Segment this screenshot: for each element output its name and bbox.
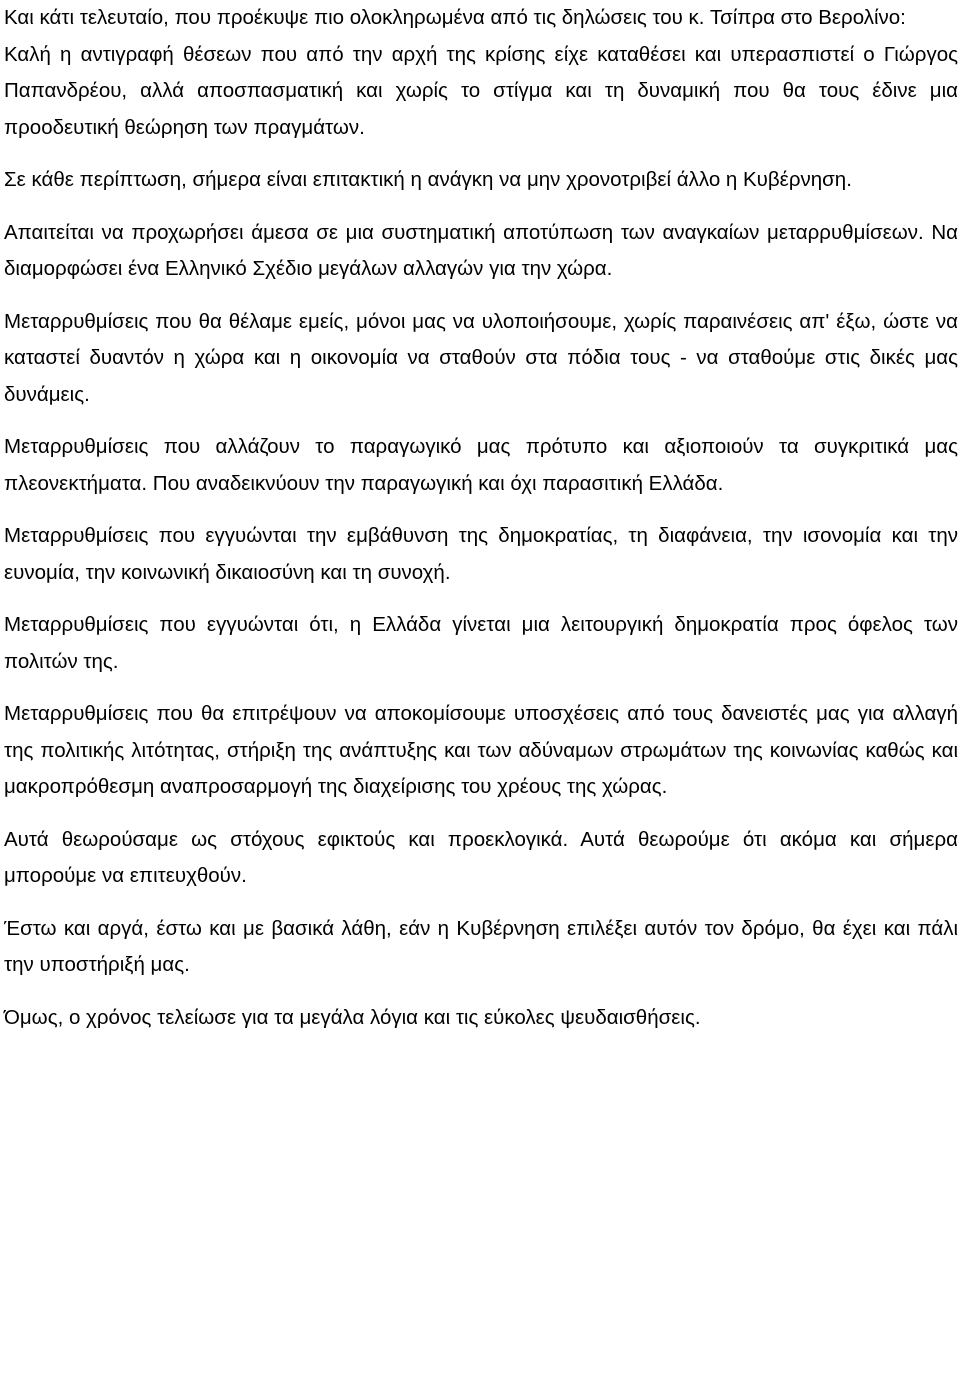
document-body [4,0,958,1036]
paragraph-reforms-lenders: Μεταρρυθμίσεις που θα επιτρέψουν να αποκομίσουμε υποσχέσεις από τους δανειστές μας για αλλαγή της πολιτικής λιτότητας, στήριξη της ανάπτυξης και των αδύναμων στρωμάτων της κοινωνίας καθώς και μακροπρόθεσμη αναπροσαρμογή της διαχείρισης του χρέους της χώρας. [4,702,958,798]
paragraph-intro: Και κάτι τελευταίο, που προέκυψε πιο ολοκληρωμένα από τις δηλώσεις του κ. Τσίπρα στο Βερολίνο: [4,6,906,29]
paragraph-government-urgency: Σε κάθε περίπτωση, σήμερα είναι επιτακτική η ανάγκη να μην χρονοτριβεί άλλο η Κυβέρνηση. [4,168,852,191]
paragraph-reforms-democracy: Μεταρρυθμίσεις που εγγυώνται την εμβάθυνση της δημοκρατίας, τη διαφάνεια, την ισονομία και την ευνομία, την κοινωνική δικαιοσύνη και τη συνοχή. [4,524,958,584]
paragraph-reforms-plan: Απαιτείται να προχωρήσει άμεσα σε μια συστηματική αποτύπωση των αναγκαίων μεταρρυθμίσεων. Να διαμορφώσει ένα Ελληνικό Σχέδιο μεγάλων αλλαγών για την χώρα. [4,220,958,280]
paragraph-closing: Όμως, ο χρόνος τελείωσε για τα μεγάλα λόγια και τις εύκολες ψευδαισθήσεις. [4,1005,701,1029]
paragraph-goals: Αυτά θεωρούσαμε ως στόχους εφικτούς και προεκλογικά. Αυτά θεωρούμε ότι ακόμα και σήμερα μπορούμε να επιτευχθούν. [4,827,958,887]
paragraph-reforms-productive: Μεταρρυθμίσεις που αλλάζουν το παραγωγικό μας πρότυπο και αξιοποιούν τα συγκριτικά μας πλεονεκτήματα. Που αναδεικνύουν την παραγωγική και όχι παρασιτική Ελλάδα. [4,435,958,495]
paragraph-reforms-own: Μεταρρυθμίσεις που θα θέλαμε εμείς, μόνοι μας να υλοποιήσουμε, χωρίς παραινέσεις απ' έξω, ώστε να καταστεί δυαντόν η χώρα και η οικονομία να σταθούν στα πόδια τους - να σταθούμε στις δικές μας δυνάμεις. [4,309,958,406]
paragraph-late-support: Έστω και αργά, έστω και με βασικά λάθη, εάν η Κυβέρνηση επιλέξει αυτόν τον δρόμο, θα έχει και πάλι την υποστήριξή μας. [4,916,958,976]
paragraph-copying-positions: Καλή η αντιγραφή θέσεων που από την αρχή της κρίσης είχε καταθέσει και υπερασπιστεί ο Γιώργος Παπανδρέου, αλλά αποσπασματική και χωρίς το στίγμα και τη δυναμική που θα τους έδινε μια προοδευτική θεώρηση των πραγμάτων. [4,42,958,139]
paragraph-reforms-functional: Μεταρρυθμίσεις που εγγυώνται ότι, η Ελλάδα γίνεται μια λειτουργική δημοκρατία προς όφελος των πολιτών της. [4,613,958,673]
